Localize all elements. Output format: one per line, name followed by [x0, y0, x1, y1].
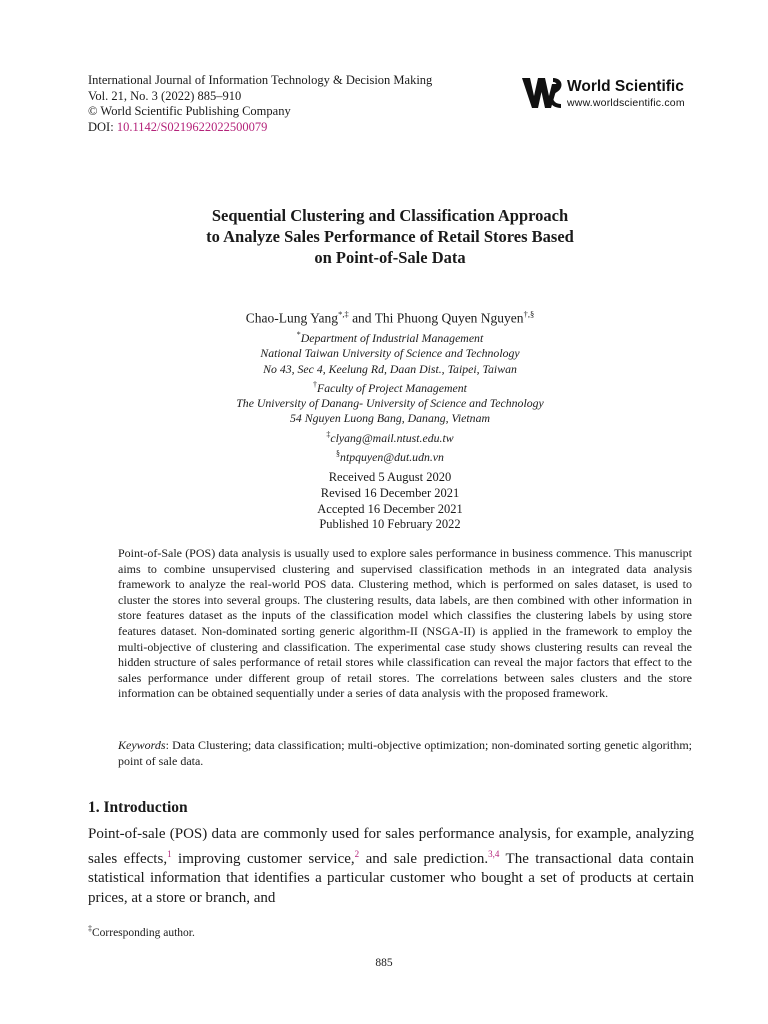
affiliation-text: Faculty of Project Management	[317, 380, 467, 395]
footnote-mark: ‡	[88, 924, 92, 933]
affiliation-line	[88, 362, 692, 377]
affiliation-line	[88, 377, 692, 396]
title-line-1: Sequential Clustering and Classification Approach	[211, 206, 569, 225]
author-email[interactable]: ntpquyen@dut.udn.vn	[340, 449, 444, 464]
paragraph-text: improving customer service,	[171, 850, 355, 867]
affiliation-text: No 43, Sec 4, Keelung Rd, Daan Dist., Taipei, Taiwan	[263, 361, 517, 376]
authors	[88, 306, 692, 327]
affiliations	[88, 327, 692, 465]
section-heading: 1. Introduction	[88, 799, 188, 816]
copyright-line: © World Scientific Publishing Company	[88, 104, 291, 118]
keywords-text: : Data Clustering; data classification; multi-objective optimization; non-dominated sorting genetic algorithm; point of sale data.	[118, 738, 692, 768]
world-scientific-logo	[520, 74, 700, 112]
publication-dates	[88, 470, 692, 533]
affiliation-mark: ‡	[326, 429, 331, 439]
affiliation-line	[88, 327, 692, 346]
doi-link[interactable]: 10.1142/S0219622022500079	[116, 119, 268, 134]
affiliation-text: National Taiwan University of Science and Technology	[260, 346, 520, 361]
journal-name: International Journal of Information Technology & Decision Making	[88, 73, 433, 87]
footnote-text: Corresponding author.	[92, 926, 195, 939]
affiliation-mark: §	[336, 448, 341, 458]
paragraph-text: and sale prediction.	[359, 850, 489, 867]
author-email[interactable]: clyang@mail.ntust.edu.tw	[330, 430, 454, 445]
email-line	[88, 446, 692, 465]
date-received: Received 5 August 2020	[328, 470, 452, 484]
author-marks: *,‡	[338, 309, 349, 319]
date-accepted: Accepted 16 December 2021	[317, 501, 463, 516]
paragraph-text: The transactional data contain statistical information that identifies a particular customer who bought a set of products at certain prices, at a store or branch, and	[88, 850, 694, 906]
author-joiner: and	[348, 310, 375, 326]
page-number: 885	[375, 957, 393, 969]
author-name: Chao-Lung Yang	[245, 310, 339, 326]
affiliation-line	[88, 411, 692, 426]
keywords-label: Keywords	[118, 738, 166, 752]
doi-label: DOI:	[88, 119, 117, 134]
affiliation-mark: †	[313, 379, 318, 389]
footnote	[88, 924, 195, 939]
author-marks: †,§	[523, 309, 535, 319]
paper-title	[88, 205, 692, 268]
affiliation-mark: *	[296, 330, 301, 339]
volume-line: Vol. 21, No. 3 (2022) 885–910	[88, 88, 242, 103]
affiliation-line	[88, 346, 692, 361]
author-name: Thi Phuong Quyen Nguyen	[374, 310, 524, 326]
affiliation-text: Department of Industrial Management	[300, 330, 484, 345]
introduction-paragraph	[88, 825, 694, 908]
citation-ref[interactable]: 2	[354, 848, 360, 859]
title-line-2: to Analyze Sales Performance of Retail Stores Based	[206, 227, 574, 246]
affiliation-text: 54 Nguyen Luong Bang, Danang, Vietnam	[290, 411, 490, 426]
world-scientific-logo-icon	[520, 74, 564, 112]
date-published: Published 10 February 2022	[319, 517, 461, 532]
affiliation-line	[88, 396, 692, 411]
affiliation-text: The University of Danang- University of Science and Technology	[236, 396, 544, 411]
citation-ref[interactable]: 3,4	[488, 848, 500, 859]
title-line-3: on Point-of-Sale Data	[314, 248, 466, 267]
publisher-url[interactable]: www.worldscientific.com	[567, 97, 685, 109]
paragraph-text: Point-of-sale (POS) data are commonly used for sales performance analysis, for example, analyzing sales effects,	[88, 826, 694, 867]
date-revised: Revised 16 December 2021	[320, 485, 460, 500]
doi-line	[88, 120, 432, 136]
publisher-name: World Scientific	[567, 78, 684, 95]
citation-ref[interactable]: 1	[167, 848, 172, 859]
keywords	[118, 738, 692, 769]
email-line	[88, 427, 692, 446]
abstract: Point-of-Sale (POS) data analysis is usually used to explore sales performance in business commence. This manuscript aims to combine unsupervised clustering and supervised classification methods in an integrated data analysis framework to analyze the real-world POS data. Clustering method, which is performed on sales dataset, is used to cluster the stores into several groups. The clustering results, data labels, are then combined with other information in store features dataset as the inputs of the classification model which classifies the clustering labels by using store features dataset. Non-dominated sorting generic algorithm-II (NSGA-II) is applied in the framework to employ the multi-objective of clustering and classification. The experimental case study shows clustering results can reveal the hidden structure of sales performance of retail stores while classification can reveal the major factors that effect to the sales performance under different group of retail stores. The correlations between sales clusters and the store information can be obtained sequentially under a series of data analysis with the proposed framework.	[118, 546, 692, 701]
journal-info	[88, 73, 432, 135]
